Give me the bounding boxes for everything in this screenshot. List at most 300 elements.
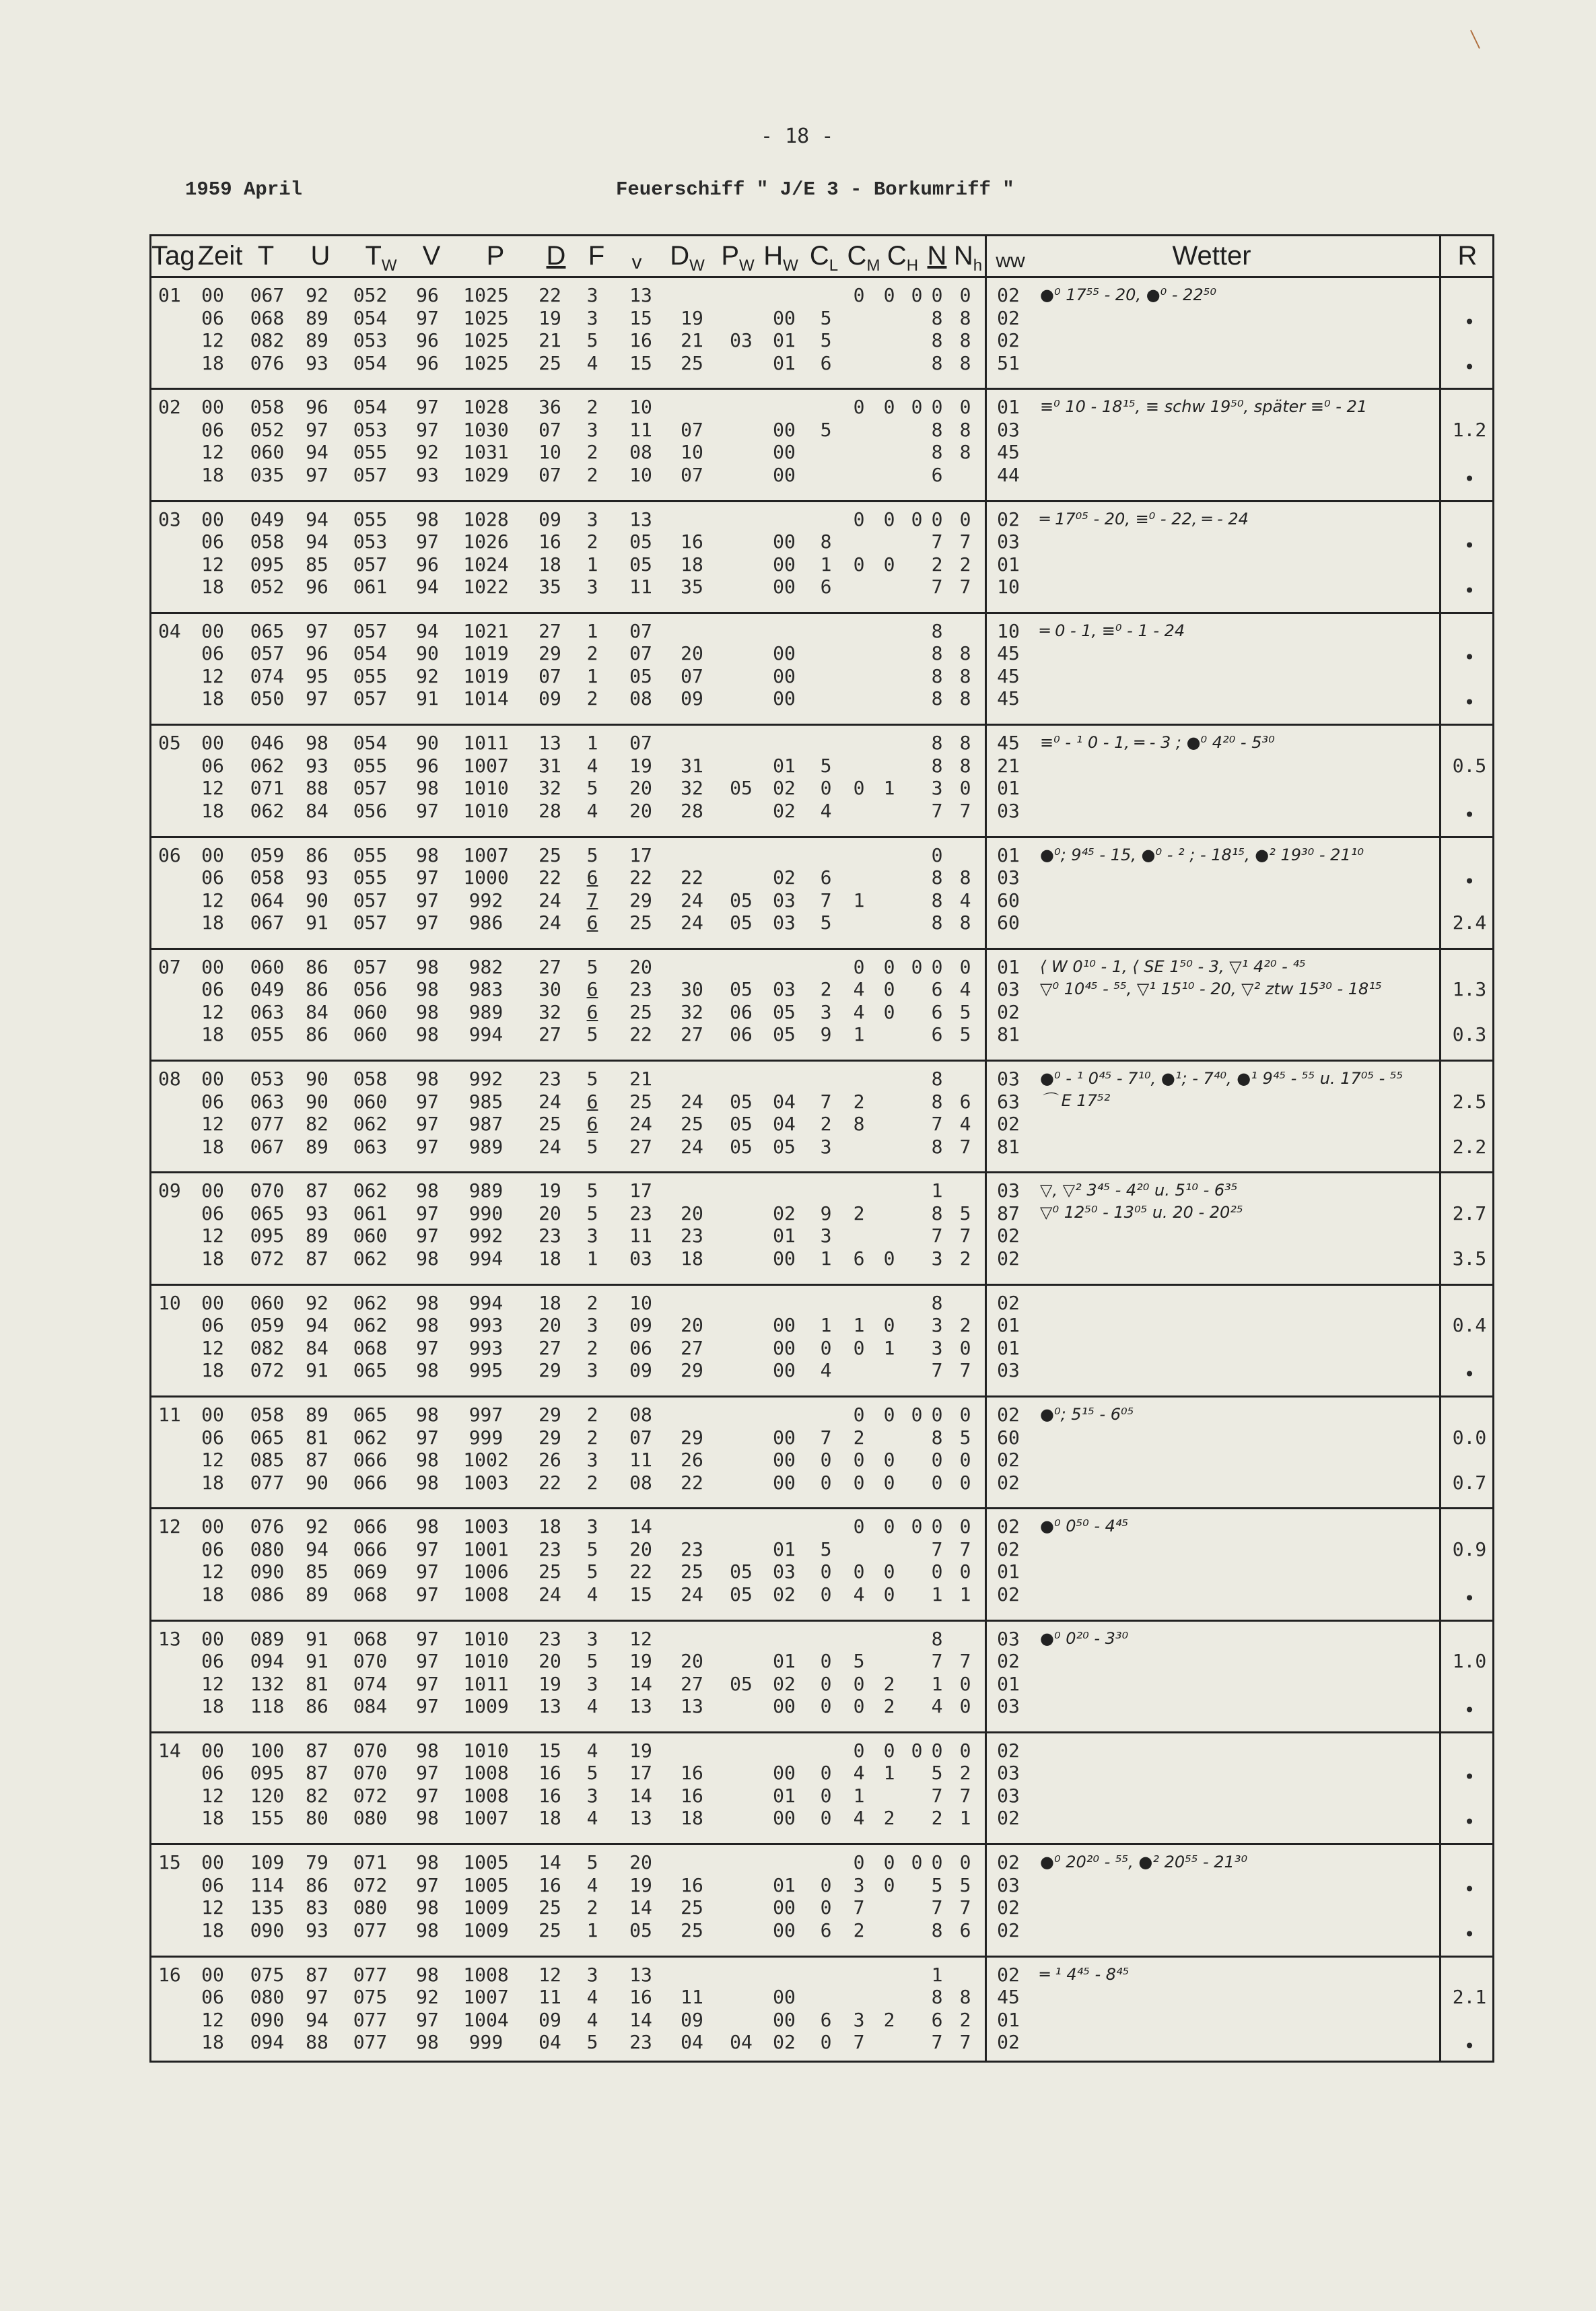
table-cell: 055 — [353, 508, 388, 530]
table-cell: 1003 — [463, 1515, 509, 1538]
table-cell: 98 — [416, 508, 439, 530]
table-cell: 12 — [201, 1560, 224, 1583]
table-cell: 090 — [250, 2008, 285, 2031]
column-header-r: R — [1457, 241, 1478, 271]
table-cell: 94 — [306, 441, 328, 464]
table-cell: 6 — [931, 463, 943, 486]
table-cell: 45 — [997, 687, 1020, 710]
table-cell: 00 — [201, 1963, 224, 1986]
table-cell: 17 — [629, 1762, 652, 1785]
table-cell: 00 — [773, 576, 796, 598]
table-cell: 89 — [306, 329, 328, 351]
weather-notes — [1040, 1515, 1578, 1623]
table-cell: 20 — [681, 1650, 703, 1673]
weather-note-line: ●⁰; 5¹⁵ - 6⁰⁵ — [1040, 1405, 1134, 1424]
weather-note-line: ●⁰ 20²⁰ - ⁵⁵, ●² 20⁵⁵ - 21³⁰ — [1040, 1853, 1248, 1872]
table-cell: 89 — [306, 306, 328, 329]
table-cell: 2 — [853, 1919, 865, 1941]
table-cell: 2 — [883, 1672, 895, 1695]
table-cell: 094 — [250, 1650, 285, 1673]
day-block — [151, 1174, 1492, 1286]
precipitation-value — [1447, 284, 1492, 306]
table-cell: 16 — [629, 1986, 652, 2008]
table-cell: 11 — [629, 576, 652, 598]
table-cell: 23 — [681, 1538, 703, 1560]
table-cell: 16 — [681, 1873, 703, 1896]
table-cell: 074 — [353, 1672, 388, 1695]
table-cell: 058 — [250, 530, 285, 553]
table-cell: 29 — [539, 1359, 561, 1382]
table-cell: 1025 — [463, 351, 509, 374]
table-cell: 5 — [586, 1068, 598, 1091]
table-cell: 20 — [629, 799, 652, 822]
weather-note-line: ≡⁰ - ¹ 0 - 1, ═ - 3 ; ●⁰ 4²⁰ - 5³⁰ — [1040, 733, 1275, 753]
table-cell: 00 — [773, 463, 796, 486]
table-cell: 12 — [201, 1113, 224, 1136]
table-cell: 1024 — [463, 553, 509, 576]
table-cell: 97 — [416, 1583, 439, 1606]
table-cell: 25 — [681, 1919, 703, 1941]
table-cell: 4 — [853, 1762, 865, 1785]
table-cell: 0 — [959, 396, 971, 419]
table-cell: 058 — [250, 396, 285, 419]
table-cell: 8 — [959, 351, 971, 374]
table-cell: 1 — [586, 619, 598, 642]
table-cell: 2 — [586, 1426, 598, 1449]
precipitation-value — [1447, 1851, 1492, 1873]
table-cell: 068 — [353, 1336, 388, 1359]
table-cell: 0 — [931, 396, 943, 419]
table-cell: 8 — [959, 1986, 971, 2008]
table-cell: 0 — [853, 1449, 865, 1471]
table-cell: 6 — [820, 2008, 832, 2031]
table-cell: 0 — [883, 1449, 895, 1471]
table-cell: 072 — [353, 1784, 388, 1807]
day-block — [151, 1734, 1492, 1846]
table-cell: 4 — [820, 799, 832, 822]
table-cell: 077 — [250, 1471, 285, 1494]
precipitation-value — [1447, 553, 1492, 576]
table-cell: 08 — [629, 441, 652, 464]
table-cell: 04 — [730, 2031, 753, 2053]
table-cell: 5 — [586, 777, 598, 800]
table-cell: 25 — [539, 1560, 561, 1583]
table-cell: 02 — [997, 1247, 1020, 1270]
table-cell: 1 — [586, 1247, 598, 1270]
table-cell: 1004 — [463, 2008, 509, 2031]
table-cell: 89 — [306, 1135, 328, 1158]
table-cell: 1 — [959, 1583, 971, 1606]
table-cell: 4 — [959, 978, 971, 1001]
table-cell: 0 — [853, 777, 865, 800]
table-cell: 98 — [416, 1023, 439, 1046]
table-cell: 22 — [539, 284, 561, 306]
column-header-pw: $P_W$ — [721, 241, 755, 275]
table-cell: 15 — [629, 306, 652, 329]
table-cell: 63 — [997, 1090, 1020, 1113]
table-cell: 0 — [931, 1449, 943, 1471]
table-cell: 0 — [959, 1851, 971, 1874]
table-cell: 92 — [306, 1291, 328, 1314]
table-cell: 00 — [773, 1762, 796, 1785]
table-cell: 1008 — [463, 1762, 509, 1785]
table-cell: 09 — [629, 1359, 652, 1382]
table-cell: 1 — [931, 1672, 943, 1695]
table-cell: 9 — [820, 1023, 832, 1046]
table-cell: 5 — [959, 1202, 971, 1225]
table-cell: 100 — [250, 1739, 285, 1762]
table-cell: 3 — [586, 1672, 598, 1695]
table-cell: 97 — [416, 1538, 439, 1560]
table-cell: 06 — [201, 1202, 224, 1225]
table-cell: 86 — [306, 1873, 328, 1896]
table-cell: 89 — [306, 1583, 328, 1606]
table-cell: 00 — [773, 642, 796, 665]
day-label: 14 — [158, 1739, 181, 1762]
table-cell: 98 — [416, 955, 439, 978]
precipitation-value: • — [1463, 1923, 1476, 1945]
table-cell: 3 — [586, 1627, 598, 1650]
table-cell: 052 — [250, 576, 285, 598]
table-cell: 18 — [201, 1471, 224, 1494]
table-cell: 7 — [931, 1113, 943, 1136]
table-cell: 6 — [959, 1919, 971, 1941]
table-cell: 065 — [353, 1359, 388, 1382]
table-cell: 16 — [539, 1873, 561, 1896]
table-cell: 0 — [959, 1695, 971, 1718]
table-cell: 094 — [250, 2031, 285, 2053]
table-cell: 4 — [586, 1873, 598, 1896]
table-cell: 25 — [539, 843, 561, 866]
table-cell: 00 — [201, 732, 224, 755]
table-cell: 82 — [306, 1784, 328, 1807]
weather-note-line: ▽, ▽² 3⁴⁵ - 4²⁰ u. 5¹⁰ - 6³⁵ — [1040, 1181, 1238, 1200]
table-cell: 03 — [773, 911, 796, 934]
table-cell: 0 — [931, 1404, 943, 1426]
table-cell: 02 — [997, 1583, 1020, 1606]
table-cell: 09 — [539, 508, 561, 530]
table-cell: 8 — [931, 1068, 943, 1091]
day-divider — [149, 1620, 1494, 1622]
table-cell: 1009 — [463, 1896, 509, 1919]
table-cell: 8 — [931, 732, 943, 755]
table-cell: 02 — [997, 1896, 1020, 1919]
table-cell: 89 — [306, 1225, 328, 1247]
table-cell: 0 — [820, 777, 832, 800]
table-cell: 6 — [931, 1000, 943, 1023]
table-cell: 01 — [997, 1314, 1020, 1337]
day-block — [151, 1622, 1492, 1734]
table-cell: 4 — [853, 1583, 865, 1606]
table-cell: 13 — [629, 1963, 652, 1986]
table-cell: 7 — [931, 1784, 943, 1807]
table-cell: 10 — [681, 441, 703, 464]
table-cell: 97 — [416, 530, 439, 553]
table-cell: 7 — [820, 889, 832, 911]
table-cell: 8 — [931, 306, 943, 329]
precipitation-value — [1447, 2009, 1492, 2031]
table-cell: 12 — [201, 2008, 224, 2031]
day-label: 09 — [158, 1179, 181, 1202]
table-cell: 20 — [681, 1202, 703, 1225]
table-cell: 8 — [931, 329, 943, 351]
table-cell: 06 — [201, 306, 224, 329]
table-cell: 18 — [539, 1515, 561, 1538]
column-header-v: V — [422, 241, 441, 271]
precipitation-value: 2.5 — [1452, 1090, 1487, 1113]
table-cell: 10 — [629, 463, 652, 486]
table-cell: 29 — [539, 1426, 561, 1449]
table-cell: 065 — [250, 619, 285, 642]
table-cell: 15 — [629, 351, 652, 374]
table-cell: 18 — [201, 1807, 224, 1830]
table-cell: 00 — [773, 530, 796, 553]
table-cell: 18 — [201, 687, 224, 710]
table-cell: 7 — [931, 799, 943, 822]
table-cell: 01 — [773, 351, 796, 374]
table-cell: 0 — [931, 1851, 943, 1874]
table-cell: 03 — [997, 978, 1020, 1001]
table-cell: 062 — [250, 799, 285, 822]
day-divider — [149, 500, 1494, 502]
table-cell: 2 — [853, 1090, 865, 1113]
table-cell: 4 — [586, 1986, 598, 2008]
table-cell: 1025 — [463, 306, 509, 329]
table-cell: 97 — [416, 889, 439, 911]
table-cell: 7 — [931, 1650, 943, 1673]
table-cell: 86 — [306, 1023, 328, 1046]
table-cell: 7 — [931, 1538, 943, 1560]
table-cell: 17 — [629, 1179, 652, 1202]
table-cell: 5 — [586, 1762, 598, 1785]
day-label: 02 — [158, 396, 181, 419]
table-cell: 97 — [416, 2008, 439, 2031]
table-cell: 995 — [469, 1359, 504, 1382]
table-cell: 12 — [201, 664, 224, 687]
table-cell: 12 — [629, 1627, 652, 1650]
table-cell: 062 — [353, 1179, 388, 1202]
table-cell: 98 — [416, 1919, 439, 1941]
table-cell: 00 — [773, 1449, 796, 1471]
day-label: 08 — [158, 1068, 181, 1091]
table-cell: 065 — [250, 1426, 285, 1449]
table-cell: 6 — [586, 1000, 598, 1023]
table-cell: 7 — [586, 889, 598, 911]
table-cell: 02 — [773, 1672, 796, 1695]
table-cell: 1021 — [463, 619, 509, 642]
table-cell: 3 — [586, 284, 598, 306]
table-cell: 6 — [586, 866, 598, 889]
table-cell: 02 — [773, 1202, 796, 1225]
day-label: 04 — [158, 619, 181, 642]
table-cell: 1025 — [463, 284, 509, 306]
precipitation-value — [1447, 732, 1492, 754]
table-cell: 06 — [201, 1538, 224, 1560]
table-cell: 00 — [773, 1359, 796, 1382]
table-cell: 18 — [539, 553, 561, 576]
table-cell: 0 — [883, 1471, 895, 1494]
table-cell: 84 — [306, 1336, 328, 1359]
table-cell: 98 — [416, 1851, 439, 1874]
table-cell: 23 — [629, 1202, 652, 1225]
table-cell: 0 — [883, 1873, 895, 1896]
table-cell: 0 — [820, 1672, 832, 1695]
table-cell: 04 — [773, 1090, 796, 1113]
table-cell: 25 — [539, 1896, 561, 1919]
precipitation-value: 1.0 — [1452, 1650, 1487, 1673]
table-cell: 8 — [931, 441, 943, 464]
table-cell: 01 — [773, 1650, 796, 1673]
column-header-u: U — [310, 241, 331, 271]
table-cell: 06 — [201, 418, 224, 441]
table-cell: 79 — [306, 1851, 328, 1874]
table-cell: 87 — [306, 1762, 328, 1785]
table-cell: 3 — [586, 1515, 598, 1538]
table-cell: 92 — [306, 1515, 328, 1538]
table-cell: 98 — [416, 777, 439, 800]
table-cell: 057 — [353, 463, 388, 486]
table-cell: 5 — [820, 1538, 832, 1560]
precipitation-value — [1447, 1785, 1492, 1807]
table-cell: 070 — [353, 1739, 388, 1762]
table-cell: 0 — [853, 1851, 865, 1874]
day-block — [151, 839, 1492, 951]
table-cell: 4 — [586, 1695, 598, 1718]
precipitation-value: • — [1463, 534, 1476, 557]
table-cell: 02 — [997, 284, 1020, 306]
precipitation-value — [1447, 1292, 1492, 1314]
table-cell: 97 — [416, 396, 439, 419]
table-cell: 96 — [416, 754, 439, 777]
table-cell: 060 — [250, 1291, 285, 1314]
table-cell: 11 — [629, 1449, 652, 1471]
precipitation-value: 0.5 — [1452, 754, 1487, 777]
table-cell: 065 — [353, 1404, 388, 1426]
table-cell: 1019 — [463, 664, 509, 687]
table-cell: 0 — [883, 508, 895, 530]
table-cell: 055 — [353, 754, 388, 777]
table-cell: 18 — [201, 1359, 224, 1382]
precipitation-value: • — [1463, 646, 1476, 669]
table-cell: 055 — [353, 441, 388, 464]
table-cell: 0 — [883, 553, 895, 576]
table-cell: 05 — [730, 889, 753, 911]
table-cell: 986 — [469, 911, 504, 934]
table-cell: 25 — [539, 351, 561, 374]
table-cell: 19 — [629, 754, 652, 777]
table-cell: 2 — [853, 1202, 865, 1225]
table-cell: 00 — [773, 1807, 796, 1830]
table-cell: 1 — [883, 777, 895, 800]
table-cell: 05 — [730, 1113, 753, 1136]
column-header-p: P — [486, 241, 505, 271]
table-cell: 97 — [416, 1113, 439, 1136]
table-cell: 063 — [250, 1090, 285, 1113]
table-cell: 05 — [730, 978, 753, 1001]
table-cell: 05 — [730, 1560, 753, 1583]
column-header-f: F — [588, 241, 605, 271]
precipitation-value: 0.7 — [1452, 1471, 1487, 1494]
day-divider — [149, 724, 1494, 726]
table-cell: 02 — [773, 799, 796, 822]
table-cell: 3 — [853, 2008, 865, 2031]
table-cell: 7 — [853, 1896, 865, 1919]
table-cell: 98 — [416, 1314, 439, 1337]
table-cell: 0 — [883, 284, 895, 306]
table-cell: 15 — [539, 1739, 561, 1762]
precipitation-value: 0.0 — [1452, 1426, 1487, 1449]
table-cell: 18 — [539, 1291, 561, 1314]
table-cell: 04 — [681, 2031, 703, 2053]
table-cell: 061 — [353, 1202, 388, 1225]
precipitation-value — [1447, 329, 1492, 351]
day-block — [151, 390, 1492, 502]
table-cell: 00 — [201, 843, 224, 866]
table-cell: 0 — [959, 955, 971, 978]
day-divider — [149, 612, 1494, 614]
table-cell: 1007 — [463, 754, 509, 777]
table-cell: 1014 — [463, 687, 509, 710]
table-cell: 064 — [250, 889, 285, 911]
table-cell: 994 — [469, 1247, 504, 1270]
table-cell: 8 — [959, 866, 971, 889]
table-cell: 00 — [201, 508, 224, 530]
table-cell: 00 — [773, 1247, 796, 1270]
table-cell: 8 — [959, 418, 971, 441]
precipitation-value — [1447, 956, 1492, 978]
table-cell: 97 — [416, 306, 439, 329]
table-cell: 5 — [586, 1202, 598, 1225]
table-cell: 97 — [306, 463, 328, 486]
table-cell: 18 — [201, 1583, 224, 1606]
table-cell: 1030 — [463, 418, 509, 441]
table-cell: 98 — [416, 1359, 439, 1382]
table-cell: 12 — [201, 1000, 224, 1023]
table-cell: 85 — [306, 1560, 328, 1583]
table-cell: 2 — [931, 553, 943, 576]
table-cell: 059 — [250, 843, 285, 866]
table-cell: 067 — [250, 911, 285, 934]
table-cell: 29 — [539, 1404, 561, 1426]
table-cell: 25 — [629, 911, 652, 934]
table-cell: 999 — [469, 1426, 504, 1449]
table-cell: 8 — [931, 889, 943, 911]
table-cell: 14 — [539, 1851, 561, 1874]
table-cell: 1 — [853, 889, 865, 911]
table-cell: 6 — [820, 351, 832, 374]
weather-note-line: ●⁰ 0⁵⁰ - 4⁴⁵ — [1040, 1517, 1129, 1536]
table-cell: 96 — [306, 576, 328, 598]
table-cell: 87 — [306, 1179, 328, 1202]
table-cell: 090 — [250, 1919, 285, 1941]
table-cell: 02 — [997, 1000, 1020, 1023]
weather-notes — [1040, 1964, 1578, 2071]
table-cell: 0 — [911, 1851, 923, 1874]
table-cell: 6 — [931, 978, 943, 1001]
table-cell: 077 — [353, 1963, 388, 1986]
table-cell: 0 — [911, 1739, 923, 1762]
table-cell: 90 — [306, 1068, 328, 1091]
table-cell: 16 — [681, 530, 703, 553]
table-cell: 0 — [911, 1515, 923, 1538]
day-block — [151, 1062, 1492, 1174]
table-cell: 8 — [931, 1202, 943, 1225]
table-cell: 19 — [629, 1650, 652, 1673]
table-cell: 21 — [681, 329, 703, 351]
table-cell: 12 — [201, 889, 224, 911]
table-cell: 28 — [681, 799, 703, 822]
table-cell: 00 — [201, 1627, 224, 1650]
